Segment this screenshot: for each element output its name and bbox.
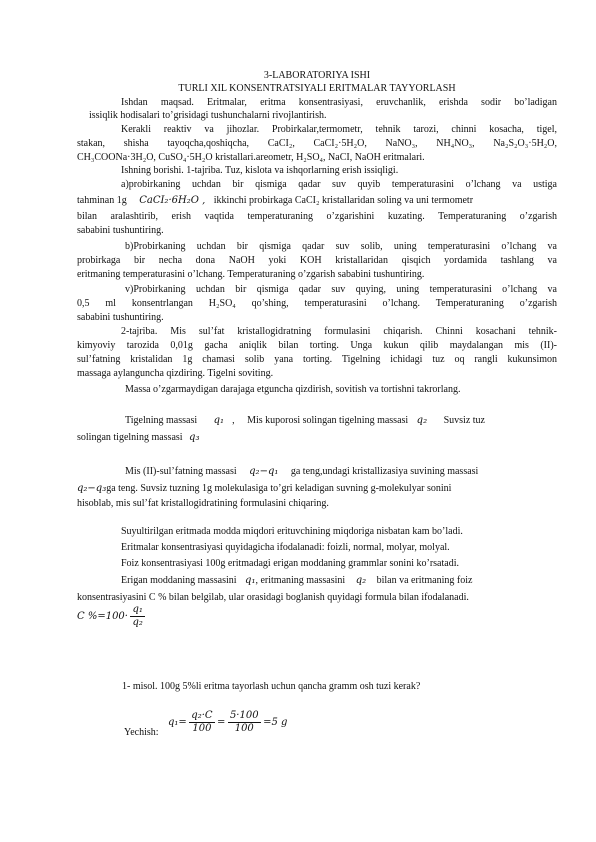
- step-a-line-2: [77, 194, 557, 207]
- step-b-line-3: eritmaning temperaturasini o’lchang. Temperaturaning o’zgarish sababini tushuntiring.: [77, 269, 425, 280]
- page-title: 3-LABORATORIYA ISHI: [263, 70, 371, 81]
- q2-minus-q3: q₂−q₃: [77, 483, 107, 494]
- q1-symbol: q₁: [213, 415, 225, 426]
- percent-label: bilan va eritmaning foiz: [376, 575, 473, 586]
- solute-mass-label: Erigan moddaning massasini: [121, 575, 237, 586]
- percent-formula-lhs: C %=100·: [77, 610, 128, 622]
- page-subtitle: TURLI XIL KONSENTRATSIYALI ERITMALAR TAYYORLASH: [178, 83, 456, 94]
- cuso4-line-3: hisoblab, mis sul’fat kristallogidratining formulasini chiqaring.: [77, 498, 329, 509]
- solution-fraction-1: [189, 710, 214, 735]
- exp2-line-4: massaga aylanguncha qizdiring. Tigelni soviting.: [77, 368, 274, 379]
- exp2-line-3: sul’fatning kristalidan 1g chamasi solib yana torting. Tigelning ichidagi tuz oq rangli kukunsimon: [77, 354, 557, 365]
- step-b-line-2: probirkaga bir necha dona NaOH yoki KOH kristallaridan qisqich yordamida tashlang va: [77, 255, 557, 266]
- solution-equals: =: [217, 716, 226, 728]
- reagents-line-2: stakan, shisha tayoqcha,qoshiqcha, CaCI₂, CaCI₂·5H₂O, NaNO₃, NH₄NO₃, Na₂S₂O₃·5H₂O,: [77, 138, 557, 149]
- percent-def-line: Foiz konsentrasiyasi 100g eritmadagi erigan moddaning grammlar sonini ko’rsatadi.: [121, 558, 459, 569]
- step-v-line-3: sababini tushuntiring.: [77, 312, 164, 323]
- step-a-line-4: sababini tushuntiring.: [77, 225, 164, 236]
- q2-minus-q1: q₂−q₁: [249, 466, 279, 477]
- cacl2-hydrate-formula: CaCI₂·6H₂O ,: [139, 195, 206, 206]
- solute-line-2: konsentrasiyasini C % bilan belgilab, ular orasidagi boglanish quyidagi formula bilan ifodalanadi.: [77, 592, 469, 603]
- vitriol-mass-label: Mis kuporosi solingan tigelning massasi: [247, 415, 409, 426]
- step-v-line-2: 0,5 ml konsentrlangan H₂SO₄ qo’shing, temperaturasini o’lchang. Temperaturaning o’zgarish: [77, 298, 557, 309]
- masses-line-1: Tigelning massasi q₁ , Mis kuporosi solingan tigelning massasi q₂ Suvsiz tuz: [125, 415, 485, 426]
- reagents-line-3: CH₃COONa·3H₂O, CuSO₄·5H₂O kristallari.areometr, H₂SO₄, NaCI, NaOH eritmalari.: [77, 152, 425, 163]
- fraction-denominator: q₂: [132, 617, 143, 628]
- solution-mass-label: , eritmaning massasini: [255, 575, 346, 586]
- q3-symbol: q₃: [189, 432, 200, 443]
- reagents-line-1: Kerakli reaktiv va jihozlar. Probirkalar,termometr, tehnik tarozi, chinni kosacha, tigel,: [121, 124, 557, 135]
- q2-inline: q₂: [355, 575, 367, 586]
- dilute-line: Suyultirilgan eritmada modda miqdori erituvchining miqdoriga nisbatan kam bo’ladi.: [121, 526, 463, 537]
- solution-num-1: q₂·C: [191, 710, 213, 721]
- solution-num-2: 5·100: [229, 710, 259, 721]
- anhydrous-label: Suvsiz tuz: [443, 415, 485, 426]
- anhydrous-mass-label: solingan tigelning massasi: [77, 432, 183, 443]
- example-line: 1- misol. 100g 5%li eritma tayorlash uchun qancha gramm osh tuzi kerak?: [122, 681, 421, 692]
- q1-inline: q₁: [245, 575, 256, 586]
- solution-den-1: 100: [192, 723, 212, 734]
- goal-line-2: issiqlik hodisalari to’grisidagi tushunchalarni rivojlantirish.: [89, 110, 327, 121]
- step-a-line-3: bilan aralashtirib, erish vaqtida temperaturaning o’zgarishini kuzating. Temperaturaning o’zgarish: [77, 211, 557, 222]
- percent-formula-fraction: [130, 604, 144, 629]
- fraction-numerator: q₁: [132, 604, 143, 615]
- masses-line-2: [77, 431, 557, 444]
- q2-symbol: q₂: [416, 415, 428, 426]
- cuso4-line-1: [125, 465, 557, 478]
- conc-types-line: Eritmalar konsentrasiyasi quyidagicha ifodalanadi: foizli, normal, molyar, molyal.: [121, 542, 450, 553]
- step-a-text: tahminan 1g: [77, 195, 127, 206]
- step-a-line-1: a)probirkaning uchdan bir qismiga qadar suv quyib temperaturasini o’lchang va ustiga: [121, 179, 557, 190]
- step-a-text-cont: ikkinchi probirkaga CaCI₂ kristallaridan soling va uni termometr: [213, 195, 474, 206]
- cuso4-mass-label: Mis (II)-sul’fatning massasi: [125, 466, 237, 477]
- step-v-line-1: v)Probirkaning uchdan bir qismiga qadar suv quying, uning temperaturasini o’lchang va: [125, 284, 557, 295]
- solution-fraction-2: [228, 710, 261, 735]
- exp2-line-2: kimyoviy tarozida 0,01g gacha aniqlik bilan torting. Unga kukun qilib maydalangan mis (II)-: [77, 340, 557, 351]
- percent-formula: [77, 604, 145, 629]
- solution-label: Yechish:: [124, 727, 159, 738]
- water-moles-text: ga teng. Suvsiz tuzning 1g molekulasiga to’gri keladigan suvning g-molekulyar sonini: [106, 483, 452, 494]
- solution-den-2: 100: [234, 723, 254, 734]
- exp2-line-1: 2-tajriba. Mis sul’fat kristallogidratning formulasini chiqarish. Chinni kosachani tehnik-: [121, 326, 557, 337]
- solution-result: =5 g: [263, 716, 288, 728]
- goal-line-1: Ishdan maqsad. Eritmalar, eritma konsentrasiyasi, eruvchanlik, erishda sodir bo’ladigan: [121, 97, 557, 108]
- cuso4-mass-label-cont: ga teng,undagi kristallizasiya suvining massasi: [290, 466, 479, 477]
- step-b-line-1: b)Probirkaning uchdan bir qismiga qadar suv solib, uning temperaturasini o’lchang va: [125, 241, 557, 252]
- crucible-mass-label: Tigelning massasi: [125, 415, 198, 426]
- solution-formula: [168, 710, 287, 735]
- solute-line-1: [121, 574, 557, 587]
- cuso4-line-2: [77, 482, 557, 495]
- solution-lhs: q₁=: [168, 716, 187, 728]
- solution-block: [124, 704, 424, 744]
- procedure-line: Ishning borishi. 1-tajriba. Tuz, kislota va ishqorlarning erish issiqligi.: [121, 165, 399, 176]
- repeat-line: Massa o’zgarmaydigan darajaga etguncha qizdirish, sovitish va tortishni takrorlang.: [125, 384, 461, 395]
